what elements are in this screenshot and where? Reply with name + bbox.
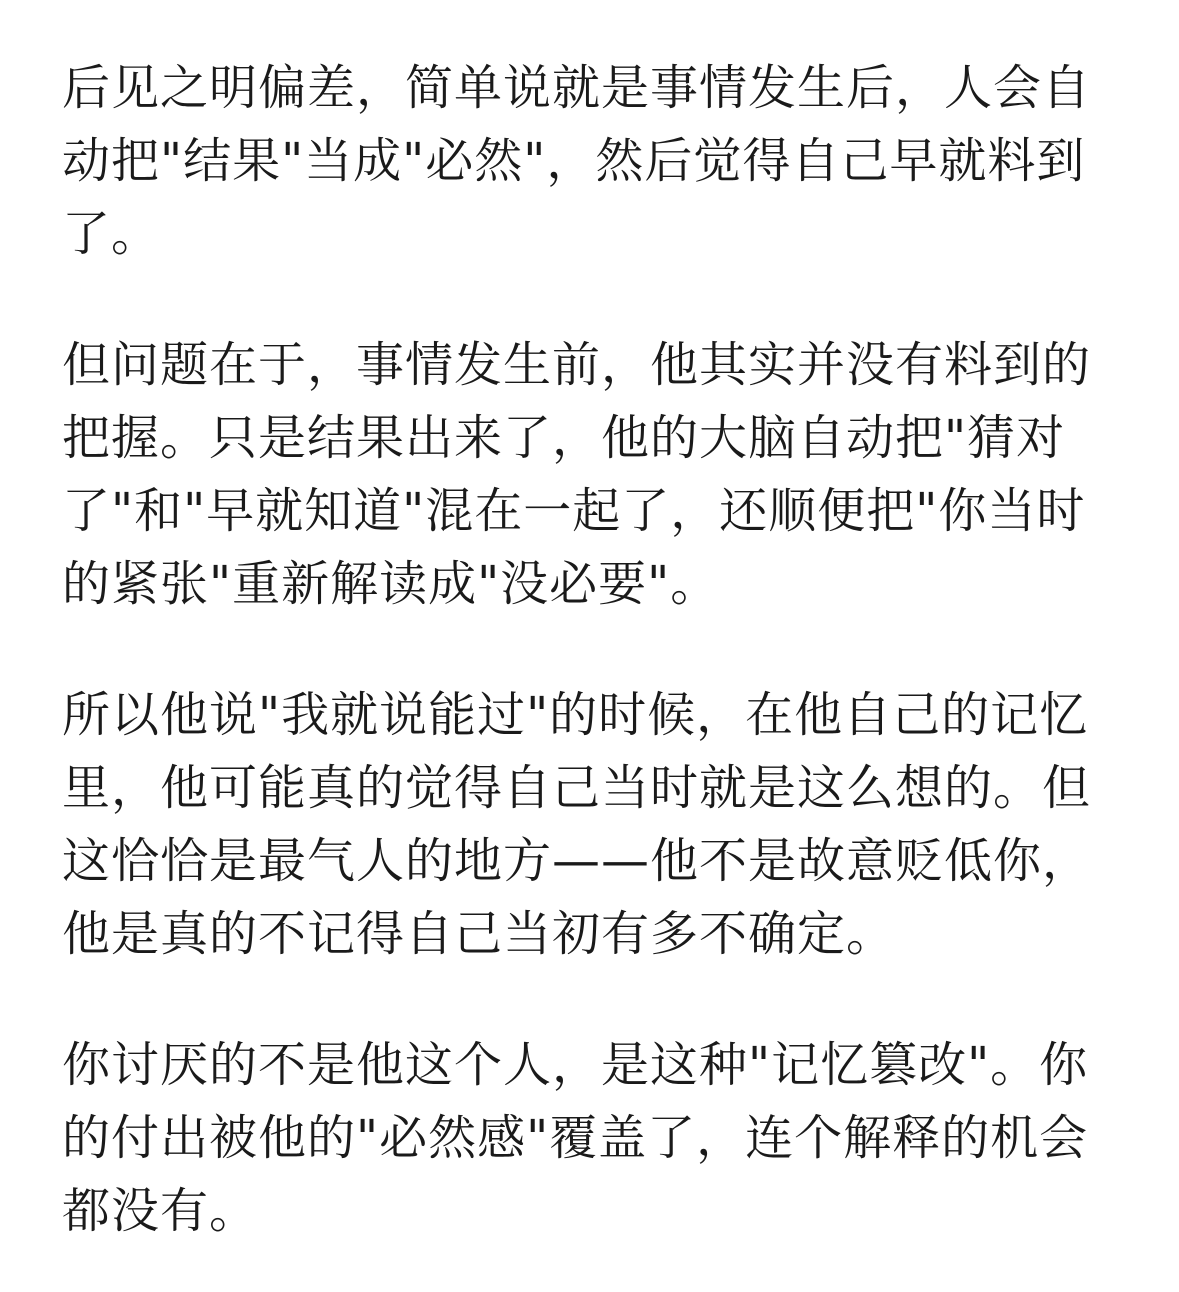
paragraph-conclusion: 你讨厌的不是他这个人，是这种"记忆篡改"。你 的付出被他的"必然感"覆盖了，连个解释的机会 都没有。 bbox=[62, 1037, 1089, 1239]
paragraph-problem: 但问题在于，事情发生前，他其实并没有料到的 把握。只是结果出来了，他的大脑自动把"猜对 了"和"早就知道"混在一起了，还顺便把"你当时 的紧张"重新解读成"没必要"。 bbox=[62, 337, 1092, 612]
paragraph-memory: 所以他说"我就说能过"的时候，在他自己的记忆 里，他可能真的觉得自己当时就是这么想的。但 这恰恰是最气人的地方——他不是故意贬低你， 他是真的不记得自己当初有多不确定。 bbox=[62, 687, 1092, 962]
paragraph-hindsight-bias: 后见之明偏差，简单说就是事情发生后，人会自 动把"结果"当成"必然"，然后觉得自己早就料到 了。 bbox=[62, 60, 1092, 262]
